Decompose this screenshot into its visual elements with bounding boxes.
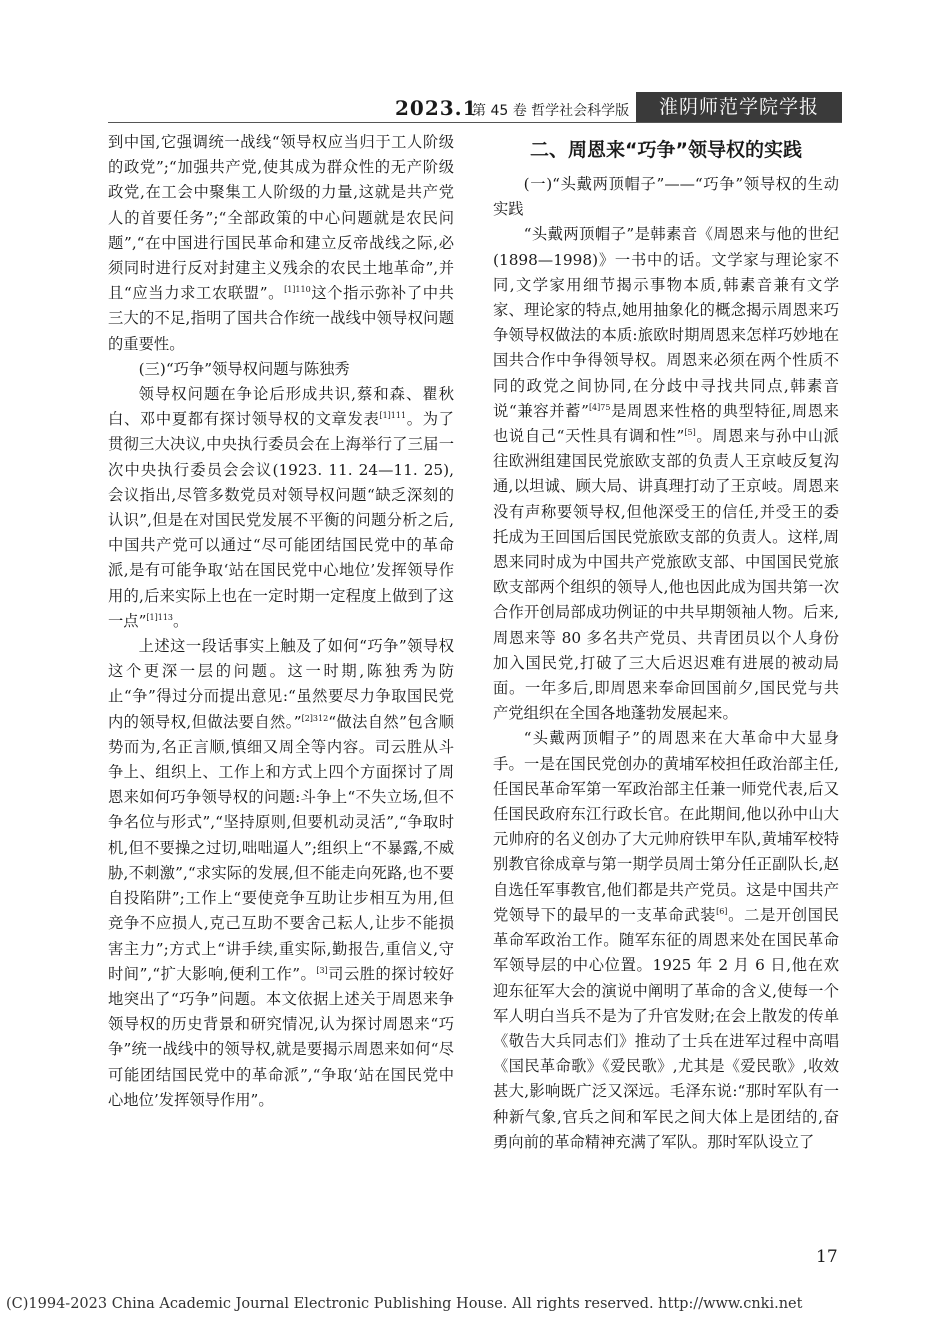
- paragraph: 领导权问题在争论后形成共识,蔡和森、瞿秋白、邓中夏都有探讨领导权的文章发表$^{[1]111}$。为了贯彻三大决议,中央执行委员会在上海举行了三届一次中央执行委员会会议(1923. 11. 24—11. 25),会议指出,尽管多数党员对领导权问题“缺乏深刻的认识”,但是在对国民党发展不平衡的问题分析之后,中国共产党可以通过“尽可能团结国民党中的革命派,是有可能争取‘站在国民党中心地位’发挥领导作用的,后来实际上也在一定时期一定程度上做到了这一点”$^{[1]113}$。: [108, 385, 454, 630]
- citation[interactable]: [1]113: [146, 612, 174, 622]
- citation[interactable]: [4]75: [588, 402, 611, 412]
- citation[interactable]: [1]110: [284, 285, 311, 295]
- citation[interactable]: [6]: [716, 906, 728, 916]
- paragraph: 上述这一段话事实上触及了如何“巧争”领导权这个更深一层的问题。这一时期,陈独秀为防止“争”得过分而提出意见:“虽然要尽力争取国民党内的领导权,但做法要自然。”$^{[2]312}$“做法自然”包含顺势而为,名正言顺,慎细又周全等内容。司云胜从斗争上、组织上、工作上和方式上四个方面探讨了周恩来如何巧争领导权的问题:斗争上“不失立场,但不争名位与形式”,“坚持原则,但要机动灵活”,“争取时机,但不要操之过切,咄咄逼人”;组织上“不暴露,不威胁,不刺激”,“求实际的发展,但不能走向死路,也不要自投陷阱”;工作上“要使竞争互助让步相互为用,但竞争不应损人,克己互助不要舍己耘人,让步不能损害主力”;方式上“讲手续,重实际,勤报告,重信义,守时间”,“扩大影响,便利工作”。[3]司云胜的探讨较好地突出了“巧争”问题。本文依据上述关于周恩来争领导权的历史背景和研究情况,认为探讨周恩来“巧争”统一战线中的领导权,就是要揭示周恩来如何“尽可能团结国民党中的革命派”,“争取‘站在国民党中心地位’发挥领导作用”。: [108, 637, 454, 1109]
- citation[interactable]: [2]312: [301, 713, 329, 723]
- page-number: 17: [816, 1247, 838, 1267]
- section-title: 二、周恩来“巧争”领导权的实践: [530, 139, 802, 161]
- paragraph: “头戴两顶帽子”的周恩来在大革命中大显身手。一是在国民党创办的黄埔军校担任政治部主任,任国民革命军第一军政治部主任兼一师党代表,后又任国民政府东江行政长官。在此期间,他以孙中山大元帅府的名义创办了大元帅府铁甲车队,黄埔军校特别教官徐成章与第一期学员周士第分任正副队长,赵自选任军事教官,他们都是共产党员。这是中国共产党领导下的最早的一支革命武装[6]。二是开创国民革命军政治工作。随军东征的周恩来处在国民革命军领导层的中心位置。1925 年 2 月 6 日,他在欢迎东征军大会的演说中阐明了革命的含义,使每一个军人明白当兵不是为了升官发财;在会上散发的传单《敬告大兵同志们》推动了士兵在进军过程中高唱《国民革命歌》《爱民歌》,尤其是《爱民歌》,收效甚大,影响既广泛又深远。毛泽东说:“那时军队有一种新气象,官兵之间和军民之间大体上是团结的,奋勇向前的革命精神充满了军队。那时军队设立了: [493, 729, 839, 1151]
- paragraph: “头戴两顶帽子”是韩素音《周恩来与他的世纪(1898—1998)》一书中的话。文学家与理论家不同,文学家用细节揭示事物本质,韩素音兼有文学家、理论家的特点,她用抽象化的概念揭示周恩来巧争领导权做法的本质:旅欧时期周恩来怎样巧妙地在国共合作中争得领导权。周恩来必须在两个性质不同的政党之间协同,在分歧中寻找共同点,韩素音说“兼容并蓄”$^{[4]75}$是周恩来性格的典型特征,周恩来也说自己“天性具有调和性”[5]。周恩来与孙中山派往欧洲组建国民党旅欧支部的负责人王京岐反复沟通,以坦诚、顾大局、讲真理打动了王京岐。周恩来没有声称要领导权,但他深受王的信任,并受王的委托成为王回国后国民党旅欧支部的负责人。这样,周恩来同时成为中国共产党旅欧支部、中国国民党旅欧支部两个组织的领导人,他也因此成为国共第一次合作开创局部成功例证的中共早期领袖人物。后来,周恩来等 80 多名共产党员、共青团员以个人身份加入国民党,打破了三大后迟迟难有进展的被动局面。一年多后,即周恩来奉命回国前夕,国民党与共产党组织在全国各地蓬勃发展起来。: [493, 225, 839, 723]
- header-rule: [108, 122, 842, 123]
- left-column: [108, 130, 454, 1113]
- citation[interactable]: [3]: [316, 965, 328, 975]
- issue-number: 2023.1: [395, 96, 478, 120]
- citation[interactable]: [5]: [684, 427, 696, 437]
- subsection-heading: (三)“巧争”领导权问题与陈独秀: [138, 359, 350, 378]
- page-header: [0, 92, 950, 124]
- subsection-heading: (一)“头戴两顶帽子”——“巧争”领导权的生动实践: [493, 175, 839, 219]
- paragraph: 到中国,它强调统一战线“领导权应当归于工人阶级的政党”;“加强共产党,使其成为群众性的无产阶级政党,在工会中聚集工人阶级的力量,这就是共产党人的首要任务”;“全部政策的中心问题就是农民问题”,“在中国进行国民革命和建立反帝战线之际,必须同时进行反对封建主义残余的农民土地革命”,并且“应当力求工农联盟”。$^{[1]110}$这个指示弥补了中共三大的不足,指明了国共合作统一战线中领导权问题的重要性。: [108, 133, 454, 353]
- journal-title: 淮阴师范学院学报: [636, 92, 842, 122]
- volume-info: 第 45 卷 哲学社会科学版: [472, 103, 630, 119]
- citation[interactable]: [1]111: [379, 411, 407, 421]
- copyright-footer: (C)1994-2023 China Academic Journal Electronic Publishing House. All rights reserved. http://www.cnki.net: [6, 1296, 803, 1312]
- right-column: [493, 130, 839, 1155]
